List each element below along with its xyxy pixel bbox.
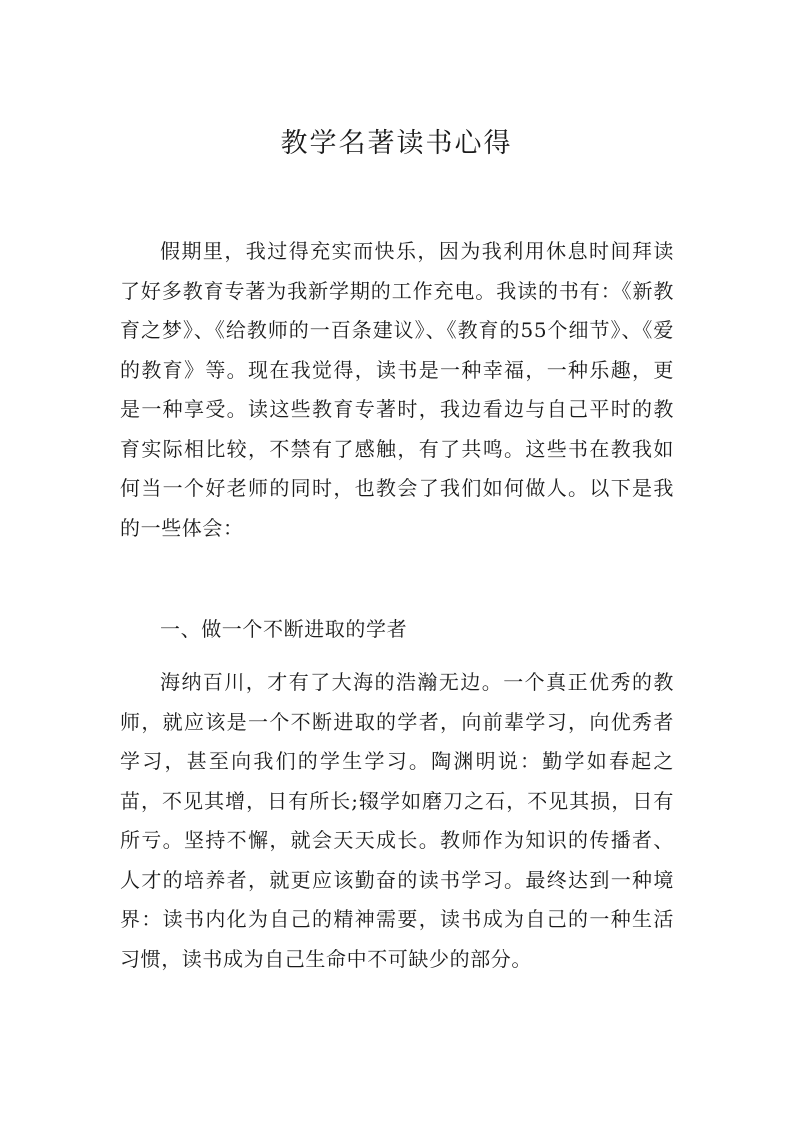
paragraph-section-1: 海纳百川，才有了大海的浩瀚无边。一个真正优秀的教师，就应该是一个不断进取的学者，向前辈学习，向优秀者学习，甚至向我们的学生学习。陶渊明说：勤学如春起之苗，不见其增，日有所长;辍学如磨刀之石，不见其损，日有所亏。坚持不懈，就会天天成长。教师作为知识的传播者、人才的培养者，就更应该勤奋的读书学习。最终达到一种境界：读书内化为自己的精神需要，读书成为自己的一种生活习惯，读书成为自己生命中不可缺少的部分。: [120, 670, 674, 971]
document-title: 教学名著读书心得: [280, 128, 513, 159]
paragraph-intro: 假期里，我过得充实而快乐，因为我利用休息时间拜读了好多教育专著为我新学期的工作充电。我读的书有：《新教育之梦》、《给教师的一百条建议》、《教育的55个细节》、《爱的教育》等。现在我觉得，读书是一种幸福，一种乐趣，更是一种享受。读这些教育专著时，我边看边与自己平时的教育实际相比较，不禁有了感触，有了共鸣。这些书在教我如何当一个好老师的同时，也教会了我们如何做人。以下是我的一些体会：: [120, 239, 674, 540]
section-heading: 一、做一个不断进取的学者: [160, 617, 408, 641]
